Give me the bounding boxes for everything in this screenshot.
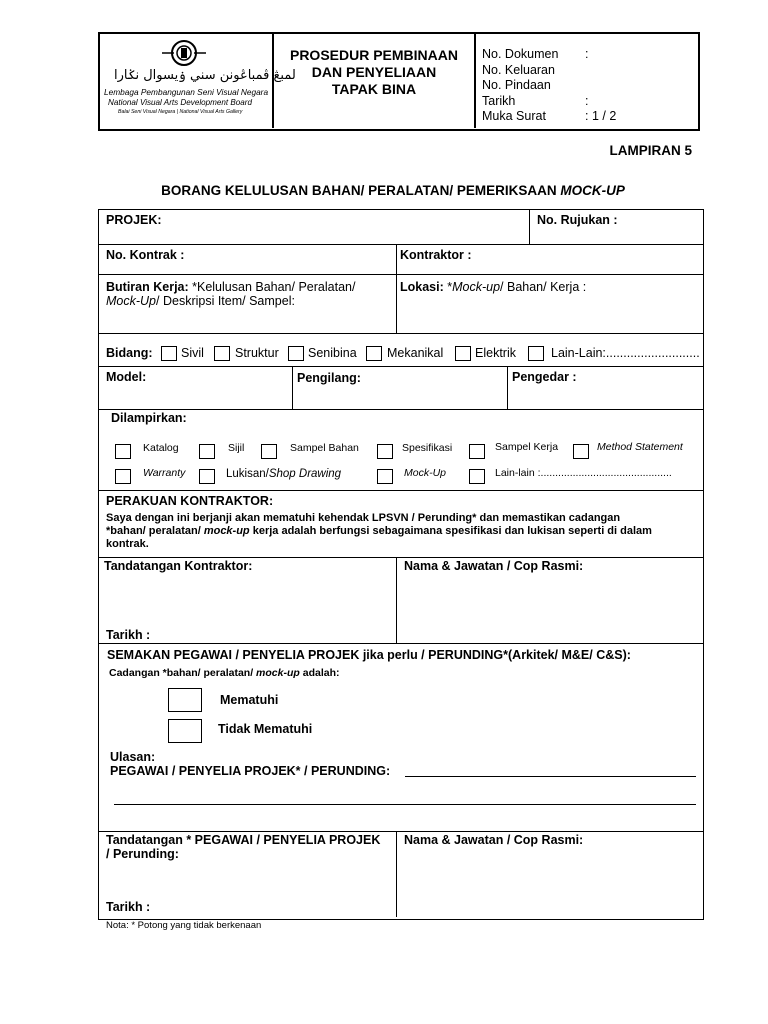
tandatangan-pegawai-label [106, 833, 380, 861]
org-name-ms: Lembaga Pembangunan Seni Visual Negara [104, 87, 269, 97]
sampel-bahan-label: Sampel Bahan [290, 442, 359, 454]
perakuan-line-1: Saya dengan ini berjanji akan mematuhi kehendak LPSVN / Perunding* dan memastikan cadangan [106, 512, 621, 524]
no-rujukan-label: No. Rujukan : [537, 213, 618, 227]
perakuan-text [106, 512, 701, 551]
sampel-kerja-checkbox[interactable] [469, 444, 485, 459]
kontraktor-field[interactable] [480, 246, 695, 272]
spesifikasi-checkbox[interactable] [377, 444, 393, 459]
no-kontrak-label: No. Kontrak : [106, 248, 185, 262]
cadangan-text [109, 667, 340, 679]
nama-jawatan-field-2[interactable] [402, 850, 697, 912]
butiran-kerja-text-2: / Deskripsi Item/ Sampel: [156, 294, 295, 308]
perakuan-line-3: kontrak. [106, 538, 149, 550]
spesifikasi-label: Spesifikasi [402, 442, 453, 454]
lukisan-text: Lukisan/ [226, 468, 269, 480]
lampiran-label: LAMPIRAN 5 [609, 143, 692, 158]
meta-label: Muka Surat [482, 109, 546, 123]
bidang-elektrik-label: Elektrik [475, 346, 516, 360]
form-title [98, 183, 688, 198]
mematuhi-label: Mematuhi [220, 693, 279, 707]
tidak-mematuhi-label: Tidak Mematuhi [218, 722, 313, 736]
bidang-senibina-checkbox[interactable] [288, 346, 304, 361]
ulasan-line[interactable] [114, 804, 696, 805]
model-label: Model: [106, 370, 147, 384]
emblem-icon [162, 38, 206, 68]
mock-up-label: Mock-Up [404, 467, 447, 479]
nama-jawatan-label: Nama & Jawatan / Cop Rasmi: [404, 559, 584, 573]
shop-drawing-text: Shop Drawing [268, 468, 342, 480]
bidang-senibina-label: Senibina [308, 346, 357, 360]
bidang-lain-label: Lain-Lain:........................... [551, 346, 700, 360]
perakuan-line-2 [106, 525, 701, 538]
tarikh-label-2: Tarikh : [106, 900, 151, 914]
sijil-label: Sijil [228, 442, 245, 454]
meta-value: : [585, 47, 589, 61]
bidang-mekanikal-label: Mekanikal [387, 346, 444, 360]
bidang-elektrik-checkbox[interactable] [455, 346, 471, 361]
butiran-kerja-text: *Kelulusan Bahan/ Peralatan/ [188, 280, 356, 294]
tandatangan-pegawai-line-1: Tandatangan * PEGAWAI / PENYELIA PROJEK [106, 833, 381, 847]
meta-label: No. Pindaan [482, 78, 551, 92]
method-statement-label: Method Statement [597, 441, 683, 453]
divider [99, 643, 703, 644]
lukisan-label [226, 468, 341, 480]
perakuan-line-2a: *bahan/ peralatan/ [106, 525, 204, 537]
procedure-title-line-1: PROSEDUR PEMBINAAN [289, 47, 458, 63]
document-meta [482, 47, 692, 125]
divider [99, 490, 703, 491]
divider [292, 366, 293, 409]
katalog-label: Katalog [143, 442, 179, 454]
org-logo [104, 38, 296, 124]
procedure-title-line-3: TAPAK BINA [331, 81, 417, 97]
projek-field[interactable] [180, 212, 520, 240]
nama-jawatan-label-2: Nama & Jawatan / Cop Rasmi: [404, 833, 584, 847]
projek-label: PROJEK: [106, 213, 162, 227]
lokasi [400, 280, 695, 294]
pengedar-label: Pengedar : [512, 370, 577, 384]
katalog-checkbox[interactable] [115, 444, 131, 459]
pengilang-label: Pengilang: [297, 371, 361, 385]
org-name-en: National Visual Arts Development Board [108, 98, 252, 107]
divider [507, 366, 508, 409]
divider [99, 274, 703, 275]
butiran-kerja-label: Butiran Kerja: [106, 280, 189, 294]
procedure-title-line-2: DAN PENYELIAAN [311, 64, 437, 80]
meta-row [482, 78, 692, 94]
pegawai-line[interactable] [405, 776, 696, 777]
divider [529, 210, 530, 244]
sijil-checkbox[interactable] [199, 444, 215, 459]
cadangan-b: adalah: [299, 667, 340, 679]
model-field[interactable] [104, 386, 288, 406]
bidang-struktur-label: Struktur [235, 346, 279, 360]
dilampirkan-label: Dilampirkan: [111, 411, 187, 425]
mematuhi-checkbox[interactable] [168, 688, 202, 712]
tandatangan-pegawai-field[interactable] [104, 864, 390, 896]
pengilang-field[interactable] [296, 388, 504, 406]
lukisan-checkbox[interactable] [199, 469, 215, 484]
divider [99, 557, 703, 558]
divider [99, 333, 703, 334]
meta-label: No. Dokumen [482, 47, 559, 61]
divider [99, 244, 703, 245]
divider [99, 409, 703, 410]
bidang-lain-checkbox[interactable] [528, 346, 544, 361]
warranty-checkbox[interactable] [115, 469, 131, 484]
ulasan-label: Ulasan: [110, 750, 156, 764]
tandatangan-pegawai-line-2: / Perunding: [106, 847, 179, 861]
bidang-mekanikal-checkbox[interactable] [366, 346, 382, 361]
perakuan-line-2-italic: mock-up [203, 525, 250, 537]
org-sub: Balai Seni Visual Negara | National Visual Arts Gallery [118, 109, 243, 115]
cadangan-a: Cadangan *bahan/ peralatan/ [109, 667, 257, 679]
kontraktor-label: Kontraktor : [400, 248, 472, 262]
lokasi-post: / Bahan/ Kerja : [500, 280, 587, 294]
meta-row [482, 63, 692, 79]
method-statement-checkbox[interactable] [573, 444, 589, 459]
tandatangan-kontraktor-label: Tandatangan Kontraktor: [104, 559, 253, 573]
org-script: لمبڠ ڤمباڠونن سني ۏيسوال نݢارا [114, 68, 296, 83]
butiran-kerja-italic: Mock-Up [106, 294, 157, 308]
semakan-title: SEMAKAN PEGAWAI / PENYELIA PROJEK jika perlu / PERUNDING*(Arkitek/ M&E/ C&S): [107, 648, 631, 662]
lokasi-pre: * [443, 280, 453, 294]
cadangan-italic: mock-up [256, 667, 300, 679]
meta-value: : 1 / 2 [585, 109, 617, 123]
form-title-italic: MOCK-UP [560, 183, 625, 198]
sampel-bahan-checkbox[interactable] [261, 444, 277, 459]
divider [396, 244, 397, 333]
bidang-struktur-checkbox[interactable] [214, 346, 230, 361]
bidang-sivil-label: Sivil [181, 346, 204, 360]
divider [396, 557, 397, 643]
nama-jawatan-field[interactable] [402, 576, 697, 638]
divider [99, 366, 703, 367]
meta-value: : [585, 93, 589, 108]
pegawai-label: PEGAWAI / PENYELIA PROJEK* / PERUNDING: [110, 764, 391, 778]
bidang-sivil-checkbox[interactable] [161, 346, 177, 361]
meta-row [482, 47, 692, 63]
procedure-title [274, 47, 474, 98]
tarikh-label: Tarikh : [106, 628, 151, 642]
warranty-label: Warranty [143, 467, 186, 479]
meta-label: No. Keluaran [482, 62, 555, 77]
lokasi-label: Lokasi: [400, 280, 444, 294]
nota: Nota: * Potong yang tidak berkenaan [106, 920, 262, 931]
lain-lain-label: Lain-lain :............................................. [495, 467, 672, 479]
meta-row [482, 94, 692, 110]
tandatangan-kontraktor-field[interactable] [104, 576, 390, 624]
no-rujukan-field[interactable] [620, 212, 698, 240]
butiran-kerja [106, 280, 391, 308]
perakuan-title: PERAKUAN KONTRAKTOR: [106, 494, 274, 508]
divider [99, 831, 703, 832]
mock-up-checkbox[interactable] [377, 469, 393, 484]
sampel-kerja-label: Sampel Kerja [495, 441, 559, 453]
pengedar-field[interactable] [511, 386, 697, 406]
divider [396, 831, 397, 917]
form-title-text: BORANG KELULUSAN BAHAN/ PERALATAN/ PEMERIKSAAN [161, 183, 561, 198]
tidak-mematuhi-checkbox[interactable] [168, 719, 202, 743]
no-kontrak-field[interactable] [195, 246, 390, 272]
meta-row [482, 109, 692, 125]
bidang-label: Bidang: [106, 346, 153, 360]
perakuan-line-2b: kerja adalah berfungsi sebagaimana spesifikasi dan lukisan seperti di dalam [249, 525, 652, 537]
lain-lain-checkbox[interactable] [469, 469, 485, 484]
header-divider-2 [474, 33, 476, 128]
meta-label: Tarikh [482, 93, 516, 108]
lokasi-italic: Mock-up [452, 280, 501, 294]
